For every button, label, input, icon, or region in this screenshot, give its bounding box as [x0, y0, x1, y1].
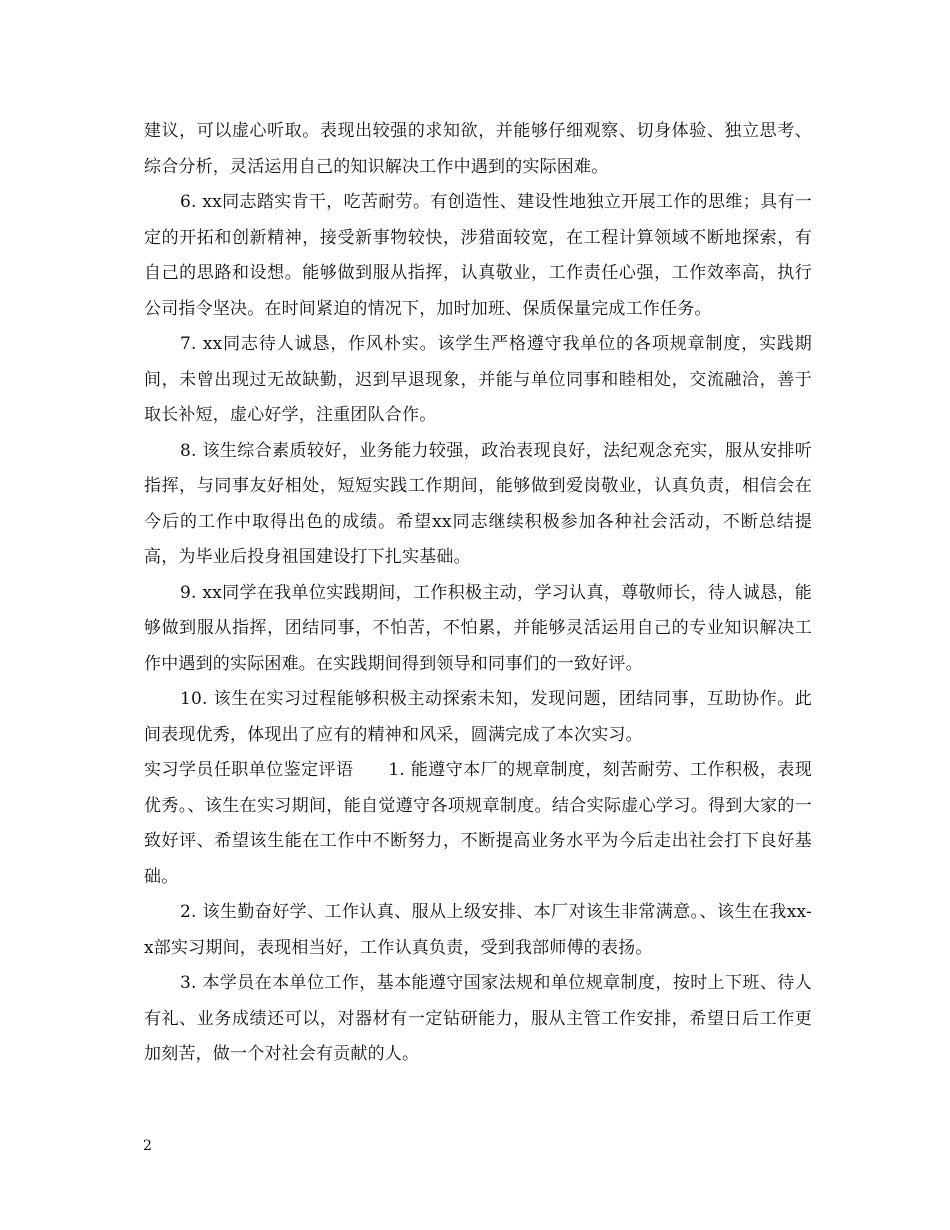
paragraph-1: 建议，可以虚心听取。表现出较强的求知欲，并能够仔细观察、切身体验、独立思考、综合分析，灵活运用自己的知识解决工作中遇到的实际困难。: [144, 121, 812, 177]
paragraph-6: 10. 该生在实习过程能够积极主动探索未知，发现问题，团结同事，互助协作。此间表现优秀，体现出了应有的精神和风采，圆满完成了本次实习。: [144, 689, 812, 745]
paragraph-8: 2. 该生勤奋好学、工作认真、服从上级安排、本厂对该生非常满意。、该生在我xx-x部实习期间，表现相当好，工作认真负责，受到我部师傅的表扬。: [144, 902, 812, 958]
paragraph-2: 6. xx同志踏实肯干，吃苦耐劳。有创造性、建设性地独立开展工作的思维；具有一定的开拓和创新精神，接受新事物较快，涉猎面较宽，在工程计算领域不断地探索，有自己的思路和设想。能够做到服从指挥，认真敬业，工作责任心强，工作效率高，执行公司指令坚决。在时间紧迫的情况下，加时加班、保质保量完成工作任务。: [144, 192, 812, 319]
paragraph-9: 3. 本学员在本单位工作，基本能遵守国家法规和单位规章制度，按时上下班、待人有礼、业务成绩还可以，对器材有一定钻研能力，服从主管工作安排，希望日后工作更加刻苦，做一个对社会有贡献的人。: [144, 973, 812, 1064]
paragraph-3: 7. xx同志待人诚恳，作风朴实。该学生严格遵守我单位的各项规章制度，实践期间，未曾出现过无故缺勤，迟到早退现象，并能与单位同事和睦相处，交流融洽，善于取长补短，虚心好学，注重团队合作。: [144, 334, 812, 425]
document-body: [144, 114, 812, 1073]
paragraph-5: 9. xx同学在我单位实践期间，工作积极主动，学习认真，尊敬师长，待人诚恳，能够做到服从指挥，团结同事，不怕苦，不怕累，并能够灵活运用自己的专业知识解决工作中遇到的实际困难。在实践期间得到领导和同事们的一致好评。: [144, 582, 812, 674]
paragraph-7-section-start: 实习学员任职单位鉴定评语 1. 能遵守本厂的规章制度，刻苦耐劳、工作积极，表现优秀。、该生在实习期间，能自觉遵守各项规章制度。结合实际虚心学习。得到大家的一致好评、希望该生能在工作中不断努力，不断提高业务水平为今后走出社会打下良好基础。: [144, 760, 812, 887]
page-number: 2: [143, 1138, 152, 1154]
paragraph-4: 8. 该生综合素质较好，业务能力较强，政治表现良好，法纪观念充实，服从安排听指挥，与同事友好相处，短短实践工作期间，能够做到爱岗敬业，认真负责，相信会在今后的工作中取得出色的成绩。希望xx同志继续积极参加各种社会活动，不断总结提高，为毕业后投身祖国建设打下扎实基础。: [144, 440, 812, 567]
